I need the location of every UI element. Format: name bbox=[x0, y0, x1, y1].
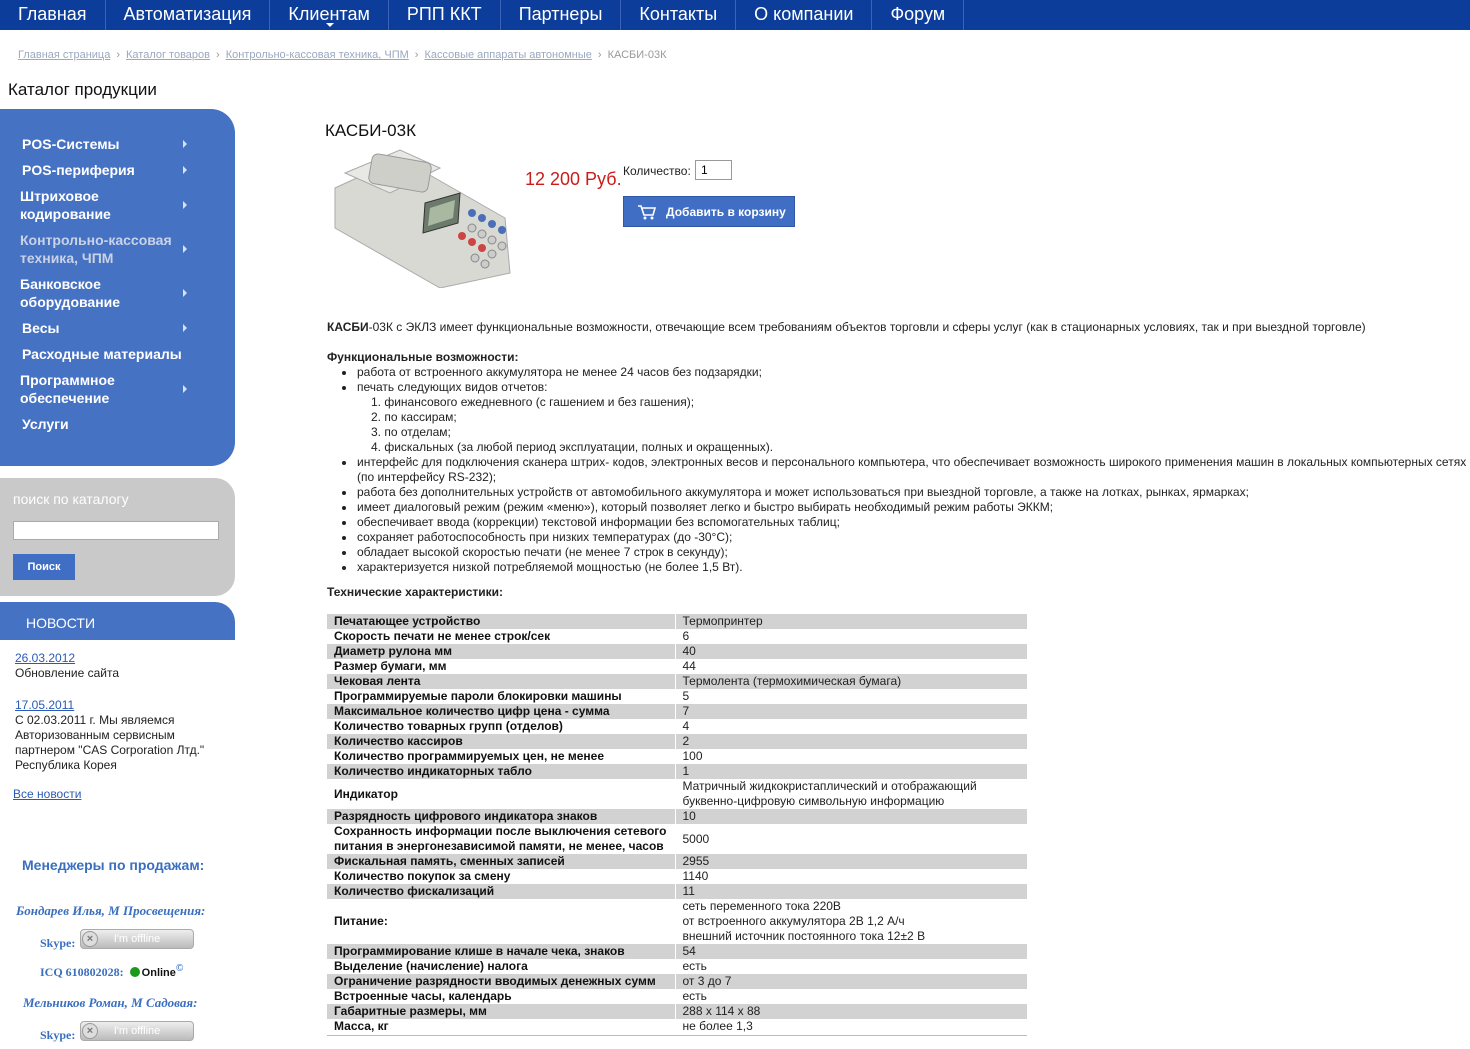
sidebar-item-label: Банковское оборудование bbox=[20, 276, 121, 310]
spec-value: 288 х 114 х 88 bbox=[675, 1004, 1027, 1019]
nav-about[interactable]: О компании bbox=[736, 0, 872, 30]
table-divider bbox=[327, 1035, 1027, 1036]
nav-home[interactable]: Главная bbox=[0, 0, 106, 30]
table-row bbox=[327, 749, 1027, 764]
chevron-right-icon bbox=[183, 289, 187, 297]
table-row bbox=[327, 809, 1027, 824]
spec-value: 4 bbox=[675, 719, 1027, 734]
list-item: характеризуется низкой потребляемой мощностью (не более 1,5 Вт). bbox=[327, 560, 1467, 575]
nav-clients[interactable]: Клиентам bbox=[270, 0, 388, 30]
spec-value: 5000 bbox=[675, 824, 1027, 854]
list-item: 3. по отделам; bbox=[371, 425, 451, 439]
sidebar-item-banking[interactable] bbox=[0, 271, 235, 315]
spec-name: Встроенные часы, календарь bbox=[327, 989, 675, 1004]
sidebar-item-label: Весы bbox=[22, 320, 60, 336]
sidebar-item-kkt[interactable] bbox=[0, 227, 235, 271]
table-row bbox=[327, 644, 1027, 659]
spec-name: Максимальное количество цифр цена - сумма bbox=[327, 704, 675, 719]
list-item: 4. фискальных (за любой период эксплуатации, полных и окращенных). bbox=[371, 440, 774, 454]
chevron-right-icon bbox=[183, 385, 187, 393]
managers-title: Менеджеры по продажам: bbox=[22, 857, 205, 873]
cart-icon bbox=[638, 205, 656, 220]
quantity-input[interactable] bbox=[695, 160, 732, 180]
spec-name: Количество программируемых цен, не менее bbox=[327, 749, 675, 764]
chevron-right-icon bbox=[183, 166, 187, 174]
nav-partners[interactable]: Партнеры bbox=[501, 0, 622, 30]
list-item: сохраняет работоспособность при низких температурах (до -30°С); bbox=[327, 530, 1467, 545]
list-item: 1. финансового ежедневного (с гашением и без гашения); bbox=[371, 395, 695, 409]
list-item: обеспечивает ввода (коррекции) текстовой информации без вспомогательных таблиц; bbox=[327, 515, 1467, 530]
sidebar-item-label: Услуги bbox=[22, 416, 69, 432]
sidebar-item-services[interactable] bbox=[0, 411, 235, 437]
breadcrumb-catalog[interactable]: Каталог товаров bbox=[126, 49, 211, 61]
spec-name: Масса, кг bbox=[327, 1019, 675, 1034]
news-header: НОВОСТИ bbox=[0, 602, 235, 640]
search-input[interactable] bbox=[13, 521, 219, 540]
nav-automation[interactable]: Автоматизация bbox=[106, 0, 271, 30]
breadcrumb bbox=[18, 49, 666, 61]
spec-name: Сохранность информации после выключения сетевого питания в энергонезависимой памяти, не менее, часов bbox=[327, 824, 675, 854]
spec-value: не более 1,3 bbox=[675, 1019, 1027, 1034]
table-row bbox=[327, 734, 1027, 749]
spec-value: 54 bbox=[675, 944, 1027, 959]
list-item: работа без дополнительных устройств от автомобильного аккумулятора и может использоваться при выездной торговле, а также на лотках, рынках, ярмарках; bbox=[327, 485, 1467, 500]
icq-contact[interactable] bbox=[40, 963, 183, 980]
skype-status-text: I'm offline bbox=[113, 1025, 161, 1037]
chevron-right-icon bbox=[183, 201, 187, 209]
news-date-link[interactable]: 17.05.2011 bbox=[15, 698, 75, 712]
skype-status-button[interactable] bbox=[80, 1021, 194, 1041]
sidebar-item-label: POS-периферия bbox=[22, 162, 135, 178]
sidebar-item-label: Штриховое кодирование bbox=[20, 188, 111, 222]
add-to-cart-label: Добавить в корзину bbox=[666, 205, 786, 219]
sidebar-item-label: Расходные материалы bbox=[22, 346, 182, 362]
product-description bbox=[327, 320, 1467, 335]
news-item bbox=[15, 698, 230, 773]
spec-name: Ограничение разрядности вводимых денежных сумм bbox=[327, 974, 675, 989]
list-item: интерфейс для подключения сканера штрих- кодов, электронных весов и персонального компьютера, что обеспечивает возможность широкого применения машин в локальных компьютерных сетях (по интерфейсу RS-232); bbox=[327, 455, 1467, 485]
table-row bbox=[327, 764, 1027, 779]
spec-value: есть bbox=[675, 959, 1027, 974]
spec-name: Количество фискализаций bbox=[327, 884, 675, 899]
spec-name: Выделение (начисление) налога bbox=[327, 959, 675, 974]
spec-name: Программирование клише в начале чека, знаков bbox=[327, 944, 675, 959]
chevron-right-icon: › bbox=[216, 49, 220, 61]
spec-value: 1 bbox=[675, 764, 1027, 779]
quantity-control bbox=[623, 164, 691, 178]
features-title: Функциональные возможности: bbox=[327, 350, 519, 364]
spec-name: Чековая лента bbox=[327, 674, 675, 689]
icq-label: ICQ 610802028: bbox=[40, 965, 124, 979]
table-row bbox=[327, 704, 1027, 719]
spec-name: Разрядность цифрового индикатора знаков bbox=[327, 809, 675, 824]
description-text: -03К с ЭКЛЗ имеет функциональные возможности, отвечающие всем требованиям объектов торговли и сферы услуг (как в стационарных условиях, так и при выездной торговле) bbox=[368, 320, 1366, 334]
spec-name: Количество покупок за смену bbox=[327, 869, 675, 884]
icq-copyright-mark: © bbox=[175, 963, 184, 974]
chevron-right-icon bbox=[183, 140, 187, 148]
spec-value: 44 bbox=[675, 659, 1027, 674]
breadcrumb-autonomous[interactable]: Кассовые аппараты автономные bbox=[424, 49, 592, 61]
spec-value: от 3 до 7 bbox=[675, 974, 1027, 989]
skype-label: Skype: bbox=[40, 1028, 76, 1042]
table-row bbox=[327, 674, 1027, 689]
sidebar-item-label: Контрольно-кассовая техника, ЧПМ bbox=[20, 232, 172, 266]
table-row bbox=[327, 989, 1027, 1004]
spec-value: 7 bbox=[675, 704, 1027, 719]
nav-forum[interactable]: Форум bbox=[872, 0, 964, 30]
table-row bbox=[327, 869, 1027, 884]
table-row bbox=[327, 659, 1027, 674]
spec-value: 2 bbox=[675, 734, 1027, 749]
description-brand: КАСБИ bbox=[327, 320, 369, 334]
list-item: обладает высокой скоростью печати (не менее 7 строк в секунду); bbox=[327, 545, 1467, 560]
sidebar-item-label: Программное обеспечение bbox=[20, 372, 115, 406]
spec-value: Термопринтер bbox=[675, 614, 1027, 629]
table-row bbox=[327, 899, 1027, 944]
nav-rpp-kkt[interactable]: РПП ККТ bbox=[389, 0, 501, 30]
catalog-title: Каталог продукции bbox=[8, 80, 157, 99]
spec-value: 40 bbox=[675, 644, 1027, 659]
spec-name: Программируемые пароли блокировки машины bbox=[327, 689, 675, 704]
product-image bbox=[330, 148, 520, 288]
features-list bbox=[327, 365, 1467, 575]
breadcrumb-kkt[interactable]: Контрольно-кассовая техника, ЧПМ bbox=[225, 49, 409, 61]
spec-name: Печатающее устройство bbox=[327, 614, 675, 629]
sidebar-item-software[interactable] bbox=[0, 367, 235, 411]
chevron-right-icon: › bbox=[414, 49, 419, 61]
news-list bbox=[15, 651, 230, 790]
add-to-cart-button[interactable] bbox=[623, 196, 795, 227]
search-label: поиск по каталогу bbox=[13, 491, 129, 507]
sidebar-item-label: POS-Системы bbox=[22, 136, 120, 152]
spec-value: 1140 bbox=[675, 869, 1027, 884]
sidebar-item-consumables[interactable] bbox=[0, 341, 235, 367]
spec-value: 2955 bbox=[675, 854, 1027, 869]
sidebar-item-barcode[interactable] bbox=[0, 183, 235, 227]
sidebar-item-scales[interactable] bbox=[0, 315, 235, 341]
search-button[interactable]: Поиск bbox=[13, 554, 75, 580]
catalog-search-panel bbox=[0, 478, 235, 596]
spec-value: 6 bbox=[675, 629, 1027, 644]
spec-value: Матричный жидкокристаплический и отображающий буквенно-цифровую символьную информацию bbox=[675, 779, 1027, 809]
spec-value: Термолента (термохимическая бумага) bbox=[675, 674, 1027, 689]
list-item: печать следующих видов отчетов: bbox=[327, 380, 1467, 395]
spec-name: Фискальная память, сменных записей bbox=[327, 854, 675, 869]
list-item: 2. по кассирам; bbox=[371, 410, 457, 424]
table-row bbox=[327, 1019, 1027, 1034]
spec-value: сеть переменного тока 220В от встроенного аккумулятора 2В 1,2 А/ч внешний источник постоянного тока 12±2 В bbox=[675, 899, 1027, 944]
spec-value: 10 bbox=[675, 809, 1027, 824]
spec-name: Количество кассиров bbox=[327, 734, 675, 749]
spec-value: 5 bbox=[675, 689, 1027, 704]
sidebar-menu bbox=[0, 109, 235, 466]
table-row bbox=[327, 1004, 1027, 1019]
spec-name: Габаритные размеры, мм bbox=[327, 1004, 675, 1019]
table-row bbox=[327, 854, 1027, 869]
top-nav bbox=[0, 0, 1470, 30]
spec-name: Размер бумаги, мм bbox=[327, 659, 675, 674]
table-row bbox=[327, 944, 1027, 959]
spec-name: Скорость печати не менее строк/сек bbox=[327, 629, 675, 644]
manager-name: Бондарев Илья, М Просвещения: bbox=[16, 903, 206, 918]
chevron-right-icon: › bbox=[116, 49, 121, 61]
skype-status-button[interactable] bbox=[80, 929, 194, 949]
table-row bbox=[327, 614, 1027, 629]
chevron-right-icon bbox=[183, 245, 187, 253]
quantity-label: Количество: bbox=[623, 164, 691, 178]
icq-status: Online bbox=[141, 967, 176, 979]
nav-contacts[interactable]: Контакты bbox=[621, 0, 736, 30]
product-title: КАСБИ-03К bbox=[325, 121, 416, 140]
spec-value: 11 bbox=[675, 884, 1027, 899]
sidebar-item-pos-systems[interactable] bbox=[0, 131, 235, 157]
skype-label: Skype: bbox=[40, 936, 76, 950]
spec-name: Количество индикаторных табло bbox=[327, 764, 675, 779]
manager-name: Мельников Роман, М Садовая: bbox=[23, 995, 198, 1010]
breadcrumb-home[interactable]: Главная страница bbox=[18, 49, 111, 61]
spec-value: есть bbox=[675, 989, 1027, 1004]
table-row bbox=[327, 884, 1027, 899]
icq-online-icon bbox=[130, 967, 140, 977]
table-row bbox=[327, 719, 1027, 734]
spec-name: Количество товарных групп (отделов) bbox=[327, 719, 675, 734]
table-row bbox=[327, 779, 1027, 809]
breadcrumb-current: КАСБИ-03К bbox=[607, 49, 667, 61]
table-row bbox=[327, 629, 1027, 644]
tech-specs-table bbox=[327, 614, 1027, 1034]
spec-name: Индикатор bbox=[327, 779, 675, 809]
skype-offline-icon: × bbox=[82, 931, 98, 947]
sidebar-item-pos-peripherals[interactable] bbox=[0, 157, 235, 183]
tech-specs-title: Технические характеристики: bbox=[327, 585, 504, 599]
skype-offline-icon: × bbox=[82, 1023, 98, 1039]
spec-name: Диаметр рулона мм bbox=[327, 644, 675, 659]
spec-name: Питание: bbox=[327, 899, 675, 944]
product-price: 12 200 Руб. bbox=[525, 169, 622, 189]
table-row bbox=[327, 974, 1027, 989]
table-row bbox=[327, 959, 1027, 974]
news-text: С 02.03.2011 г. Мы являемся Авторизованным сервисным партнером "CAS Corporation Лтд." Республика Корея bbox=[15, 713, 205, 772]
skype-status-text: I'm offline bbox=[113, 933, 161, 945]
news-text: Обновление сайта bbox=[15, 666, 120, 680]
news-date-link[interactable]: 26.03.2012 bbox=[15, 651, 76, 665]
all-news-link[interactable]: Все новости bbox=[13, 787, 82, 801]
spec-value: 100 bbox=[675, 749, 1027, 764]
list-item: имеет диалоговый режим (режим «меню»), который позволяет легко и быстро выбирать необходимый режим работы ЭККМ; bbox=[327, 500, 1467, 515]
table-row bbox=[327, 824, 1027, 854]
news-item bbox=[15, 651, 230, 681]
table-row bbox=[327, 689, 1027, 704]
chevron-right-icon: › bbox=[597, 49, 602, 61]
list-item: работа от встроенного аккумулятора не менее 24 часов без подзарядки; bbox=[327, 365, 1467, 380]
chevron-right-icon bbox=[183, 324, 187, 332]
